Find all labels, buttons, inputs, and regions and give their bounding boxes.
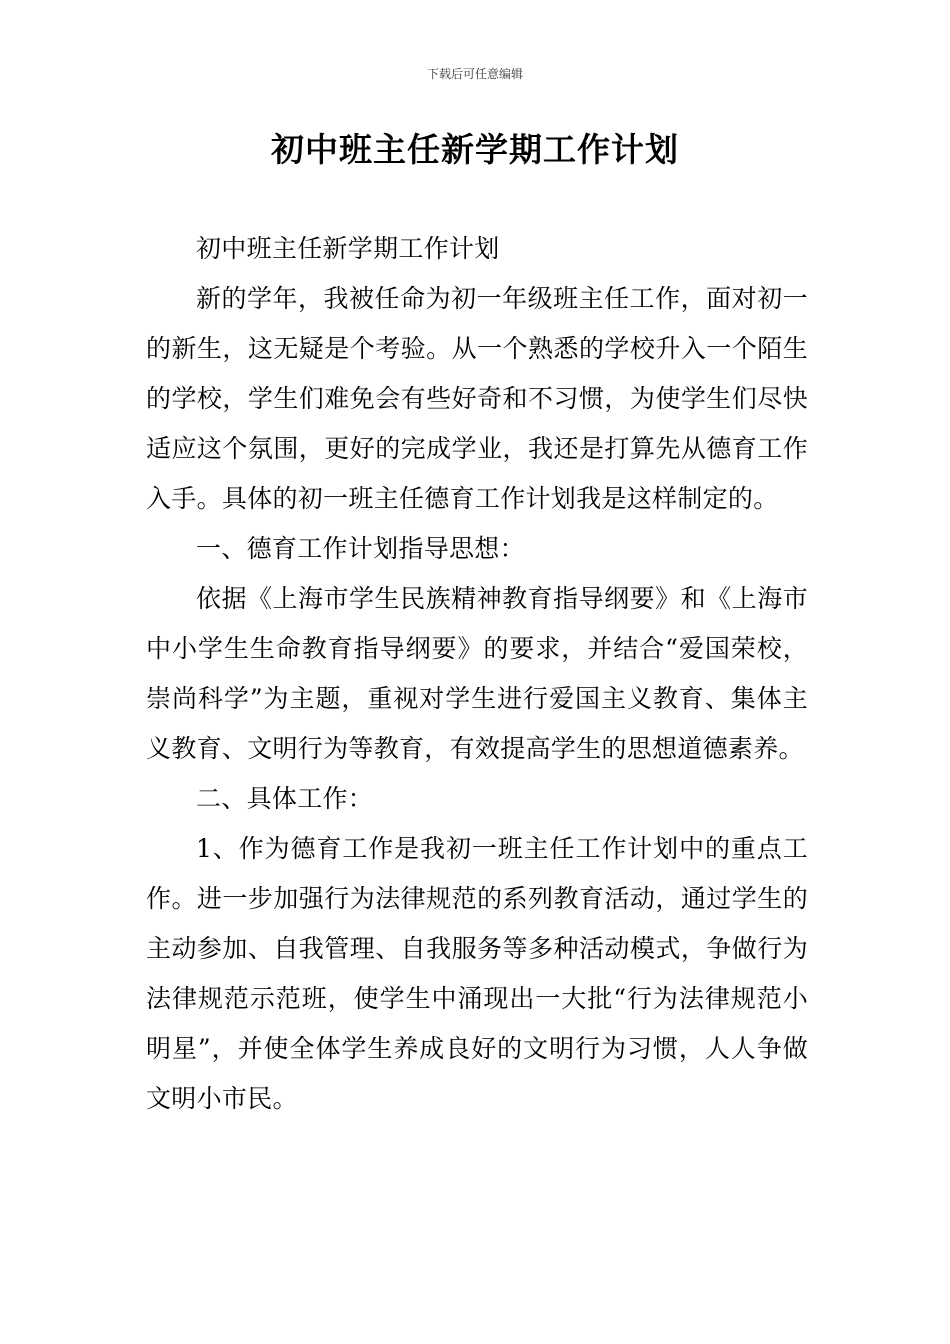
paragraph-guiding-ideology: 依据《上海市学生民族精神教育指导纲要》和《上海市中小学生生命教育指导纲要》的要求，并结合“爱国荣校，崇尚科学”为主题，重视对学生进行爱国主义教育、集体主义教育、文明行为等教育，有效提高学生的思想道德素养。 (146, 584, 808, 763)
paragraph-intro: 新的学年，我被任命为初一年级班主任工作，面对初一的新生，这无疑是个考验。从一个熟悉的学校升入一个陌生的学校，学生们难免会有些好奇和不习惯，为使学生们尽快适应这个氛围，更好的完成学业，我还是打算先从德育工作入手。具体的初一班主任德育工作计划我是这样制定的。 (146, 284, 808, 513)
header-note: 下载后可任意编辑 (426, 67, 523, 81)
paragraph-subtitle: 初中班主任新学期工作计划 (196, 234, 500, 263)
section-heading-guiding-ideology: 一、德育工作计划指导思想： (196, 534, 525, 563)
section-heading-specific-work: 二、具体工作： (196, 784, 374, 813)
document-body (146, 224, 808, 1124)
paragraph-work-item-1: 1、作为德育工作是我初一班主任工作计划中的重点工作。进一步加强行为法律规范的系列教育活动，通过学生的主动参加、自我管理、自我服务等多种活动模式，争做行为法律规范示范班，使学生中涌现出一大批“行为法律规范小明星”，并使全体学生养成良好的文明行为习惯，人人争做文明小市民。 (146, 834, 808, 1113)
document-title: 初中班主任新学期工作计划 (271, 130, 679, 169)
